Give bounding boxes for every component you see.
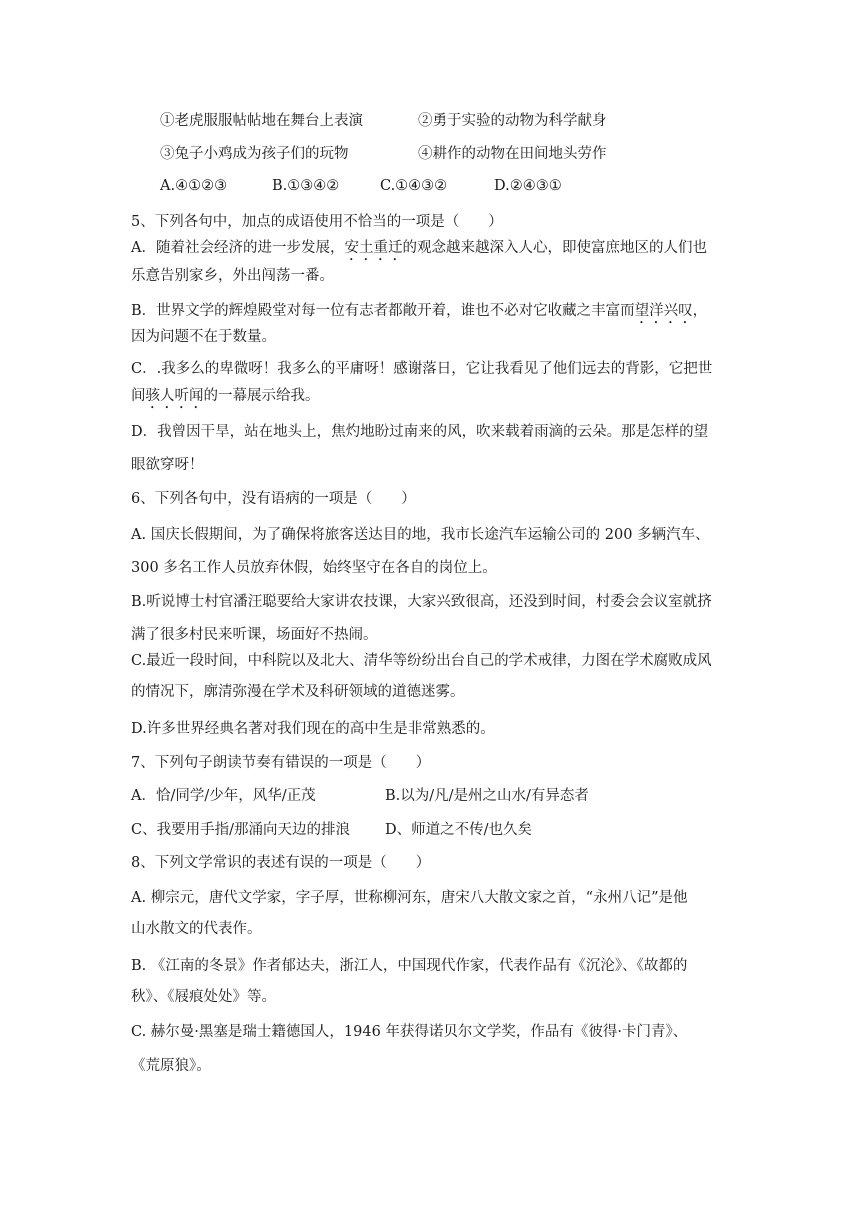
q6-option-b-line2: 满了很多村民来听课，场面好不热闹。 xyxy=(131,627,378,643)
q6-option-d: D.许多世界经典名著对我们现在的高中生是非常熟悉的。 xyxy=(131,721,495,737)
q6-option-c-line1: C.最近一段时间，中科院以及北大、清华等纷纷出台自己的学术戒律，力图在学术腐败成风 xyxy=(131,653,712,669)
q8-option-c-line1: C. 赫尔曼·黑塞是瑞士籍德国人，1946 年获得诺贝尔文学奖，作品有《彼得·卡门青》、 xyxy=(131,1024,688,1040)
q5-a-post: 的观念越来越深入人心，即使富庶地区的人们也 xyxy=(402,240,707,256)
q4-option-d: D.②④③① xyxy=(494,178,562,194)
q5-option-b-line1 xyxy=(131,301,707,327)
q6-option-c-line2: 的情况下，廓清弥漫在学术及科研领域的道德迷雾。 xyxy=(131,684,465,700)
q5-c-pre: 间 xyxy=(131,388,146,404)
q6-option-a-line2: 300 多名工作人员放弃休假，始终坚守在各自的岗位上。 xyxy=(131,560,497,576)
q6-option-a-line1: A. 国庆长假期间，为了确保将旅客送达目的地，我市长途汽车运输公司的 200 多辆汽车、 xyxy=(131,527,710,543)
q7-option-a: A．恰/同学/少年，风华/正茂 xyxy=(131,788,316,804)
q4-item-3: ③兔子小鸡成为孩子们的玩物 xyxy=(160,146,349,162)
q4-option-a: A.④①②③ xyxy=(160,178,228,194)
q5-c-post: 的一幕展示给我。 xyxy=(203,388,320,404)
q7-option-b: B.以为/凡/是州之山水/有异态者 xyxy=(385,788,589,804)
q5-option-c-line2 xyxy=(131,386,320,412)
dotted-idiom-a: 安土重迁 xyxy=(344,240,403,256)
q7-option-c: C、我要用手指/那涌向天边的排浪 xyxy=(131,822,350,838)
q8-option-a-line2: 山水散文的代表作。 xyxy=(131,921,262,937)
q8-stem: 8、下列文学常识的表述有误的一项是（ ） xyxy=(131,855,431,871)
q5-option-d-line1: D．我曾因干旱，站在地头上，焦灼地盼过南来的风，吹来载着雨滴的云朵。那是怎样的望 xyxy=(131,424,709,440)
q5-option-b-line2: 因为问题不在于数量。 xyxy=(131,329,276,345)
q8-option-b-line1: B. 《江南的冬景》作者郁达夫，浙江人，中国现代作家，代表作品有《沉沦》、《故都的 xyxy=(131,958,688,974)
q4-item-1: ①老虎服服帖帖地在舞台上表演 xyxy=(160,113,363,129)
q6-option-b-line1: B.听说博士村官潘汪聪要给大家讲农技课，大家兴致很高，还没到时间，村委会会议室就挤 xyxy=(131,594,712,610)
q5-b-pre: B．世界文学的辉煌殿堂对每一位有志者都敞开着，谁也不必对它收藏之丰富而 xyxy=(131,303,635,319)
q6-stem: 6、下列各句中，没有语病的一项是（ ） xyxy=(131,491,416,507)
q8-option-b-line2: 秋》、《屐痕处处》等。 xyxy=(131,989,276,1005)
q4-option-b: B.①③④② xyxy=(272,178,340,194)
q5-b-post: ， xyxy=(692,303,708,319)
dotted-idiom-c: 骇人听闻 xyxy=(145,388,204,404)
q5-option-d-line2: 眼欲穿呀！ xyxy=(131,457,204,473)
q5-option-a-line1 xyxy=(131,238,707,264)
q7-option-d: D、师道之不传/也久矣 xyxy=(385,822,533,838)
q4-item-2: ②勇于实验的动物为科学献身 xyxy=(418,113,607,129)
q5-option-a-line2: 乐意告别家乡，外出闯荡一番。 xyxy=(131,268,334,284)
dotted-idiom-b: 望洋兴叹 xyxy=(634,303,693,319)
q5-option-c-line1: C．.我多么的卑微呀！我多么的平庸呀！感谢落日，它让我看见了他们远去的背影，它把世 xyxy=(131,361,713,377)
q7-stem: 7、下列句子朗读节奏有错误的一项是（ ） xyxy=(131,755,431,771)
q8-option-a-line1: A. 柳宗元，唐代文学家，字子厚，世称柳河东，唐宋八大散文家之首，“永州八记”是他 xyxy=(131,890,688,906)
q8-option-c-line2: 《荒原狼》。 xyxy=(131,1058,211,1074)
q5-a-pre: A．随着社会经济的进一步发展， xyxy=(131,240,345,256)
q5-stem: 5、下列各句中，加点的成语使用不恰当的一项是（ ） xyxy=(131,214,503,230)
q4-item-4: ④耕作的动物在田间地头劳作 xyxy=(418,146,607,162)
q4-option-c: C.①④③② xyxy=(380,178,448,194)
